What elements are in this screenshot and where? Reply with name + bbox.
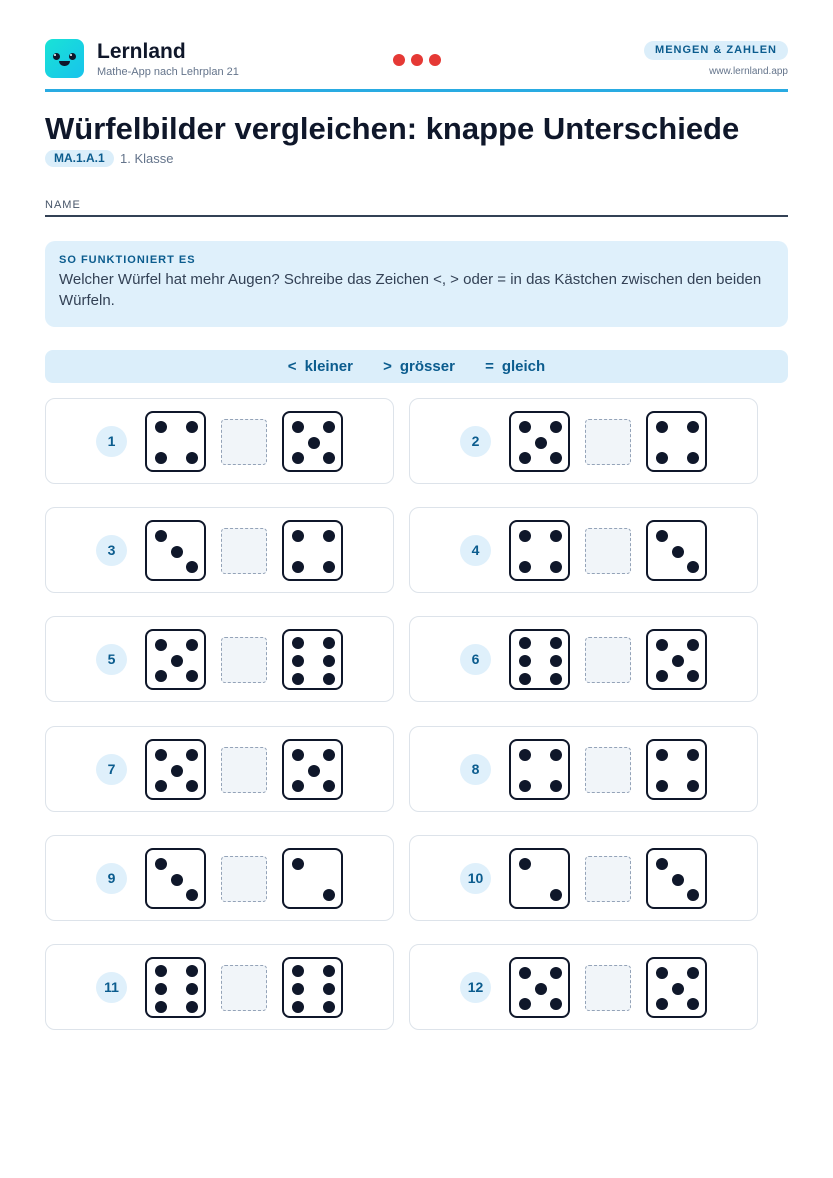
answer-box[interactable] xyxy=(221,419,267,465)
die-pip xyxy=(155,858,167,870)
die-pip xyxy=(292,673,304,685)
task-number: 9 xyxy=(96,863,127,894)
die-pip xyxy=(519,530,531,542)
die-pip xyxy=(292,530,304,542)
task-number: 11 xyxy=(96,972,127,1003)
worksheet-title: Würfelbilder vergleichen: knappe Unterschiede xyxy=(45,111,740,146)
die-pip xyxy=(186,965,198,977)
die-pip xyxy=(550,998,562,1010)
task-card xyxy=(45,726,394,812)
die-left-icon xyxy=(145,411,206,472)
die-pip xyxy=(186,1001,198,1013)
die-pip xyxy=(656,452,668,464)
die-pip xyxy=(323,965,335,977)
task-number: 4 xyxy=(460,535,491,566)
legend-item-less: < kleiner xyxy=(287,358,353,375)
die-pip xyxy=(292,421,304,433)
die-pip xyxy=(672,546,684,558)
brand-name: Lernland xyxy=(97,40,186,63)
task-card xyxy=(409,616,758,702)
die-pip xyxy=(656,421,668,433)
task-number: 1 xyxy=(96,426,127,457)
die-pip xyxy=(519,967,531,979)
answer-box[interactable] xyxy=(221,528,267,574)
die-pip xyxy=(519,637,531,649)
symbol-legend xyxy=(45,350,788,383)
die-left-icon xyxy=(509,957,570,1018)
die-pip xyxy=(155,780,167,792)
die-pip xyxy=(687,889,699,901)
die-pip xyxy=(687,780,699,792)
instructions-text: Welcher Würfel hat mehr Augen? Schreibe das Zeichen <, > oder = in das Kästchen zwischen den beiden Würfeln. xyxy=(59,271,762,309)
die-right-icon xyxy=(282,739,343,800)
die-pip xyxy=(519,858,531,870)
answer-box[interactable] xyxy=(585,419,631,465)
die-pip xyxy=(519,421,531,433)
die-pip xyxy=(155,749,167,761)
die-pip xyxy=(519,452,531,464)
die-left-icon xyxy=(145,957,206,1018)
die-pip xyxy=(323,452,335,464)
die-pip xyxy=(687,421,699,433)
task-number: 12 xyxy=(460,972,491,1003)
task-number: 8 xyxy=(460,754,491,785)
die-pip xyxy=(292,965,304,977)
answer-box[interactable] xyxy=(221,747,267,793)
task-card xyxy=(409,398,758,484)
die-pip xyxy=(656,639,668,651)
die-pip xyxy=(292,561,304,573)
task-number: 10 xyxy=(460,863,491,894)
die-right-icon xyxy=(646,520,707,581)
die-pip xyxy=(292,1001,304,1013)
die-pip xyxy=(323,655,335,667)
answer-box[interactable] xyxy=(221,965,267,1011)
die-pip xyxy=(292,452,304,464)
die-left-icon xyxy=(509,520,570,581)
die-pip xyxy=(535,983,547,995)
die-pip xyxy=(155,1001,167,1013)
task-card xyxy=(45,835,394,921)
die-pip xyxy=(186,780,198,792)
task-number: 3 xyxy=(96,535,127,566)
die-pip xyxy=(656,967,668,979)
die-right-icon xyxy=(282,629,343,690)
answer-box[interactable] xyxy=(585,856,631,902)
die-pip xyxy=(323,530,335,542)
answer-box[interactable] xyxy=(585,637,631,683)
legend-item-greater: > grösser xyxy=(383,358,455,375)
answer-box[interactable] xyxy=(585,528,631,574)
die-pip xyxy=(519,655,531,667)
die-left-icon xyxy=(145,739,206,800)
brand-subtitle: Mathe-App nach Lehrplan 21 xyxy=(97,66,239,78)
die-pip xyxy=(186,639,198,651)
die-pip xyxy=(292,637,304,649)
die-pip xyxy=(656,670,668,682)
task-card xyxy=(45,944,394,1030)
die-pip xyxy=(687,749,699,761)
decorative-dots-icon xyxy=(393,53,447,65)
die-right-icon xyxy=(282,411,343,472)
task-card xyxy=(45,616,394,702)
die-pip xyxy=(171,874,183,886)
die-pip xyxy=(155,670,167,682)
die-left-icon xyxy=(509,411,570,472)
die-pip xyxy=(292,983,304,995)
die-pip xyxy=(186,452,198,464)
die-pip xyxy=(535,437,547,449)
die-pip xyxy=(292,655,304,667)
answer-box[interactable] xyxy=(221,637,267,683)
die-pip xyxy=(519,780,531,792)
die-pip xyxy=(186,670,198,682)
die-right-icon xyxy=(646,629,707,690)
die-pip xyxy=(155,983,167,995)
task-card xyxy=(45,507,394,593)
die-left-icon xyxy=(509,629,570,690)
die-pip xyxy=(550,530,562,542)
die-right-icon xyxy=(282,520,343,581)
die-pip xyxy=(656,749,668,761)
die-pip xyxy=(550,673,562,685)
die-left-icon xyxy=(145,848,206,909)
topic-badge: MENGEN & ZAHLEN xyxy=(644,41,788,60)
die-left-icon xyxy=(509,739,570,800)
die-pip xyxy=(687,452,699,464)
die-pip xyxy=(519,998,531,1010)
die-pip xyxy=(292,780,304,792)
die-pip xyxy=(186,561,198,573)
die-pip xyxy=(550,655,562,667)
die-pip xyxy=(550,561,562,573)
answer-box[interactable] xyxy=(585,747,631,793)
die-pip xyxy=(323,780,335,792)
task-number: 5 xyxy=(96,644,127,675)
die-pip xyxy=(656,858,668,870)
die-pip xyxy=(687,561,699,573)
answer-box[interactable] xyxy=(221,856,267,902)
die-pip xyxy=(550,967,562,979)
task-card xyxy=(409,726,758,812)
die-pip xyxy=(323,983,335,995)
die-pip xyxy=(687,967,699,979)
die-pip xyxy=(171,765,183,777)
answer-box[interactable] xyxy=(585,965,631,1011)
die-left-icon xyxy=(509,848,570,909)
page-header xyxy=(45,38,788,92)
die-pip xyxy=(519,749,531,761)
die-pip xyxy=(323,749,335,761)
die-pip xyxy=(292,749,304,761)
instructions-box xyxy=(45,241,788,327)
die-pip xyxy=(323,673,335,685)
die-pip xyxy=(323,889,335,901)
die-pip xyxy=(308,765,320,777)
die-pip xyxy=(687,639,699,651)
instructions-heading: SO FUNKTIONIERT ES xyxy=(59,254,196,266)
die-pip xyxy=(550,749,562,761)
lernland-logo-icon xyxy=(45,39,84,78)
die-pip xyxy=(186,983,198,995)
die-pip xyxy=(519,561,531,573)
die-right-icon xyxy=(646,739,707,800)
die-pip xyxy=(656,780,668,792)
task-card xyxy=(409,835,758,921)
die-left-icon xyxy=(145,629,206,690)
die-pip xyxy=(155,530,167,542)
die-pip xyxy=(672,983,684,995)
name-line[interactable] xyxy=(45,215,788,217)
die-pip xyxy=(171,546,183,558)
die-pip xyxy=(323,421,335,433)
name-label: NAME xyxy=(45,199,81,211)
die-pip xyxy=(550,780,562,792)
die-right-icon xyxy=(646,411,707,472)
task-card xyxy=(409,507,758,593)
grade-label: 1. Klasse xyxy=(120,151,174,166)
die-right-icon xyxy=(282,848,343,909)
die-left-icon xyxy=(145,520,206,581)
die-pip xyxy=(323,561,335,573)
die-pip xyxy=(323,1001,335,1013)
die-pip xyxy=(323,637,335,649)
die-pip xyxy=(672,874,684,886)
die-pip xyxy=(155,965,167,977)
die-pip xyxy=(519,673,531,685)
die-pip xyxy=(155,452,167,464)
die-pip xyxy=(292,858,304,870)
die-pip xyxy=(186,421,198,433)
task-number: 7 xyxy=(96,754,127,785)
die-pip xyxy=(550,889,562,901)
die-pip xyxy=(308,437,320,449)
die-right-icon xyxy=(282,957,343,1018)
legend-item-equal: = gleich xyxy=(485,358,546,375)
die-pip xyxy=(550,421,562,433)
die-pip xyxy=(687,998,699,1010)
task-number: 6 xyxy=(460,644,491,675)
curriculum-code-badge: MA.1.A.1 xyxy=(45,150,114,167)
die-pip xyxy=(656,530,668,542)
die-pip xyxy=(171,655,183,667)
die-pip xyxy=(550,452,562,464)
die-pip xyxy=(672,655,684,667)
die-pip xyxy=(186,749,198,761)
die-right-icon xyxy=(646,957,707,1018)
task-card xyxy=(409,944,758,1030)
die-pip xyxy=(155,639,167,651)
die-right-icon xyxy=(646,848,707,909)
die-pip xyxy=(656,998,668,1010)
die-pip xyxy=(155,421,167,433)
task-card xyxy=(45,398,394,484)
die-pip xyxy=(550,637,562,649)
die-pip xyxy=(186,889,198,901)
die-pip xyxy=(687,670,699,682)
task-number: 2 xyxy=(460,426,491,457)
website-url: www.lernland.app xyxy=(709,66,788,77)
